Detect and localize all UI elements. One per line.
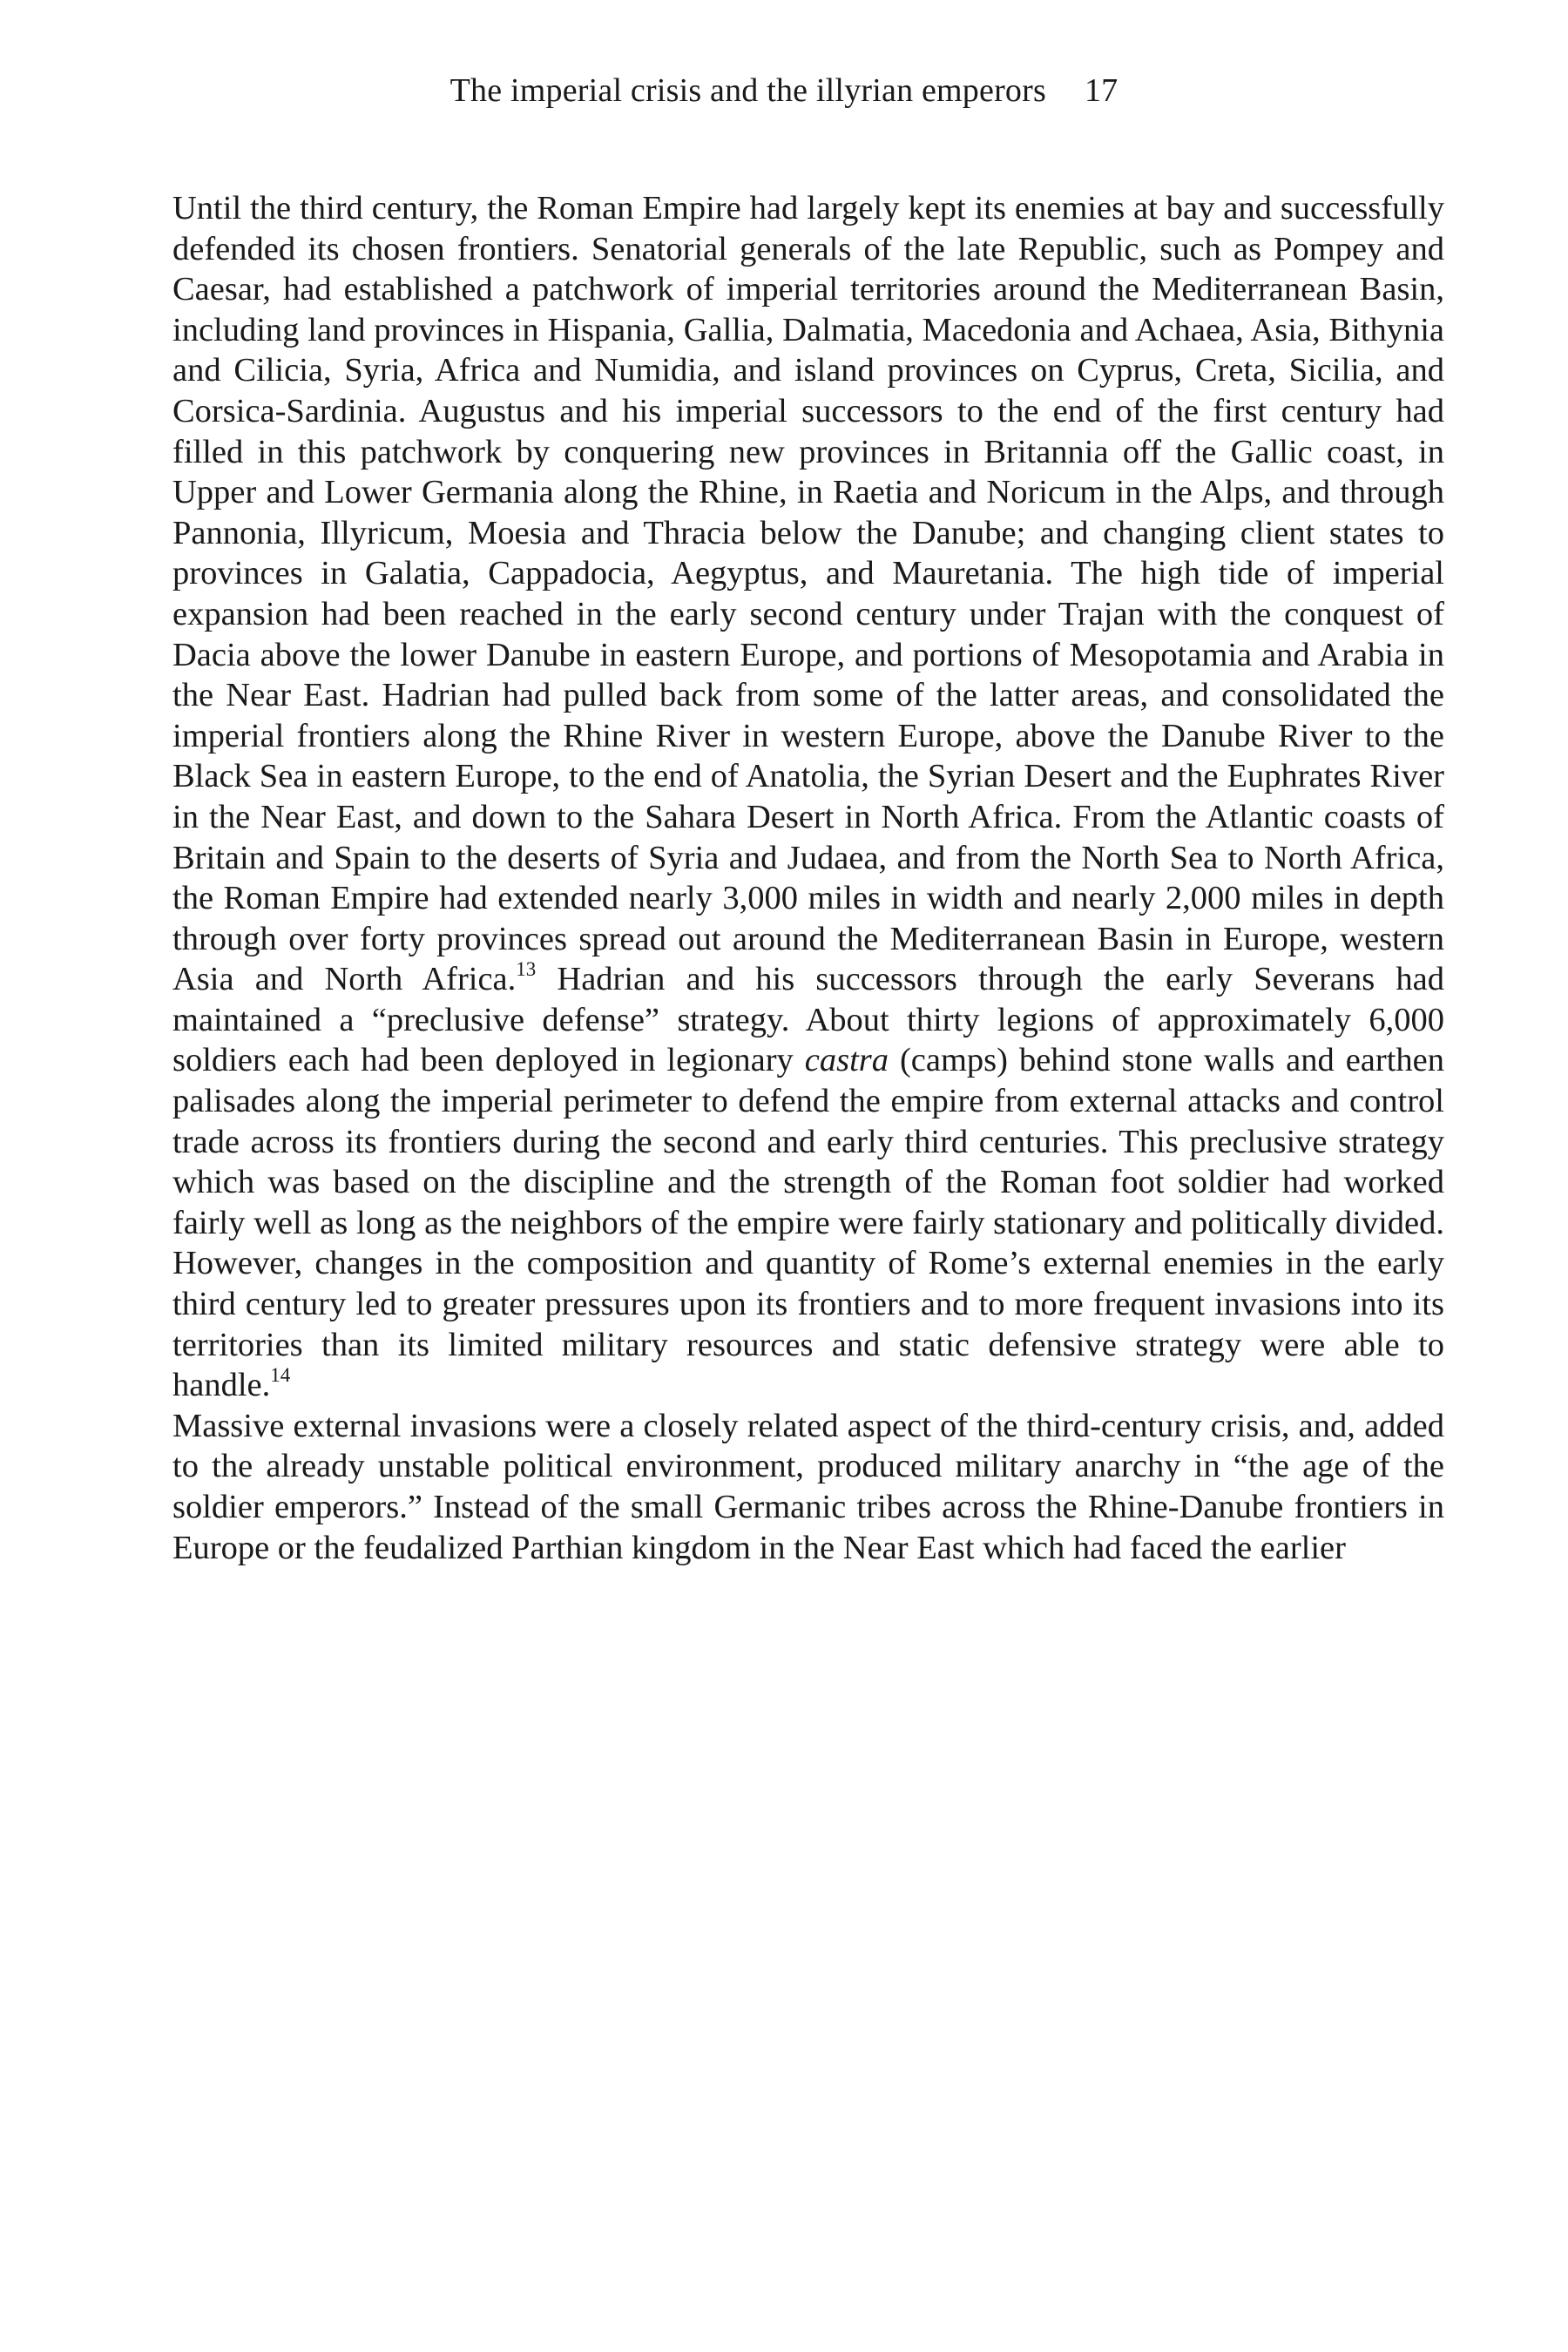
paragraph-1-part-3: (camps) behind stone walls and earthen palisades along the imperial perimeter to defend the empire from external attacks and control trade across its frontiers during the second and early third centuries. This preclusive strategy which was based on the discipline and the strength of the Roman foot soldier had worked fairly well as long as the neighbors of the empire were fairly stationary and politically divided. However, changes in the composition and quantity of Rome’s external enemies in the early third century led to greater pressures upon its frontiers and to more frequent invasions into its territories than its limited military resources and static defensive strategy were able to handle.	[172, 1042, 1444, 1404]
italic-term: castra	[804, 1042, 889, 1079]
footnote-ref-14[interactable]: 14	[270, 1364, 291, 1387]
page-number: 17	[1084, 72, 1119, 109]
running-title: The imperial crisis and the illyrian emperors	[449, 72, 1046, 109]
paragraph-1	[172, 188, 1444, 1406]
paragraph-1-part-1: Until the third century, the Roman Empire had largely kept its enemies at bay and successfully defended its chosen frontiers. Senatorial generals of the late Republic, such as Pompey and Caesar, had established a patchwork of imperial territories around the Mediterranean Basin, including land provinces in Hispania, Gallia, Dalmatia, Macedonia and Achaea, Asia, Bithynia and Cilicia, Syria, Africa and Numidia, and island provinces on Cyprus, Creta, Sicilia, and Corsica-Sardinia. Augustus and his imperial successors to the end of the first century had filled in this patchwork by conquering new provinces in Britannia off the Gallic coast, in Upper and Lower Germania along the Rhine, in Raetia and Noricum in the Alps, and through Pannonia, Illyricum, Moesia and Thracia below the Danube; and changing client states to provinces in Galatia, Cappadocia, Aegyptus, and Mauretania. The high tide of imperial expansion had been reached in the early second century under Trajan with the conquest of Dacia above the lower Danube in eastern Europe, and portions of Mesopotamia and Arabia in the Near East. Hadrian had pulled back from some of the latter areas, and consolidated the imperial frontiers along the Rhine River in western Europe, above the Danube River to the Black Sea in eastern Europe, to the end of Anatolia, the Syrian Desert and the Euphrates River in the Near East, and down to the Sahara Desert in North Africa. From the Atlantic coasts of Britain and Spain to the deserts of Syria and Judaea, and from the North Sea to North Africa, the Roman Empire had extended nearly 3,000 miles in width and nearly 2,000 miles in depth through over forty provinces spread out around the Mediterranean Basin in Europe, western Asia and North Africa.	[172, 190, 1444, 998]
paragraph-2: Massive external invasions were a closely related aspect of the third-century crisis, and, added to the already unstable political environment, produced military anarchy in “the age of the soldier emperors.” Instead of the small Germanic tribes across the Rhine-Danube frontiers in Europe or the feudalized Parthian kingdom in the Near East which had faced the earlier	[172, 1407, 1444, 1566]
running-head	[0, 71, 1568, 110]
footnote-ref-13[interactable]: 13	[516, 958, 537, 981]
paragraph-1-part-2: Hadrian and his successors through the early Severans had maintained a “preclusive defense” strategy. About thirty legions of approximately 6,000 soldiers each had been deployed in legionary	[172, 961, 1444, 1079]
body-text	[172, 188, 1444, 1568]
